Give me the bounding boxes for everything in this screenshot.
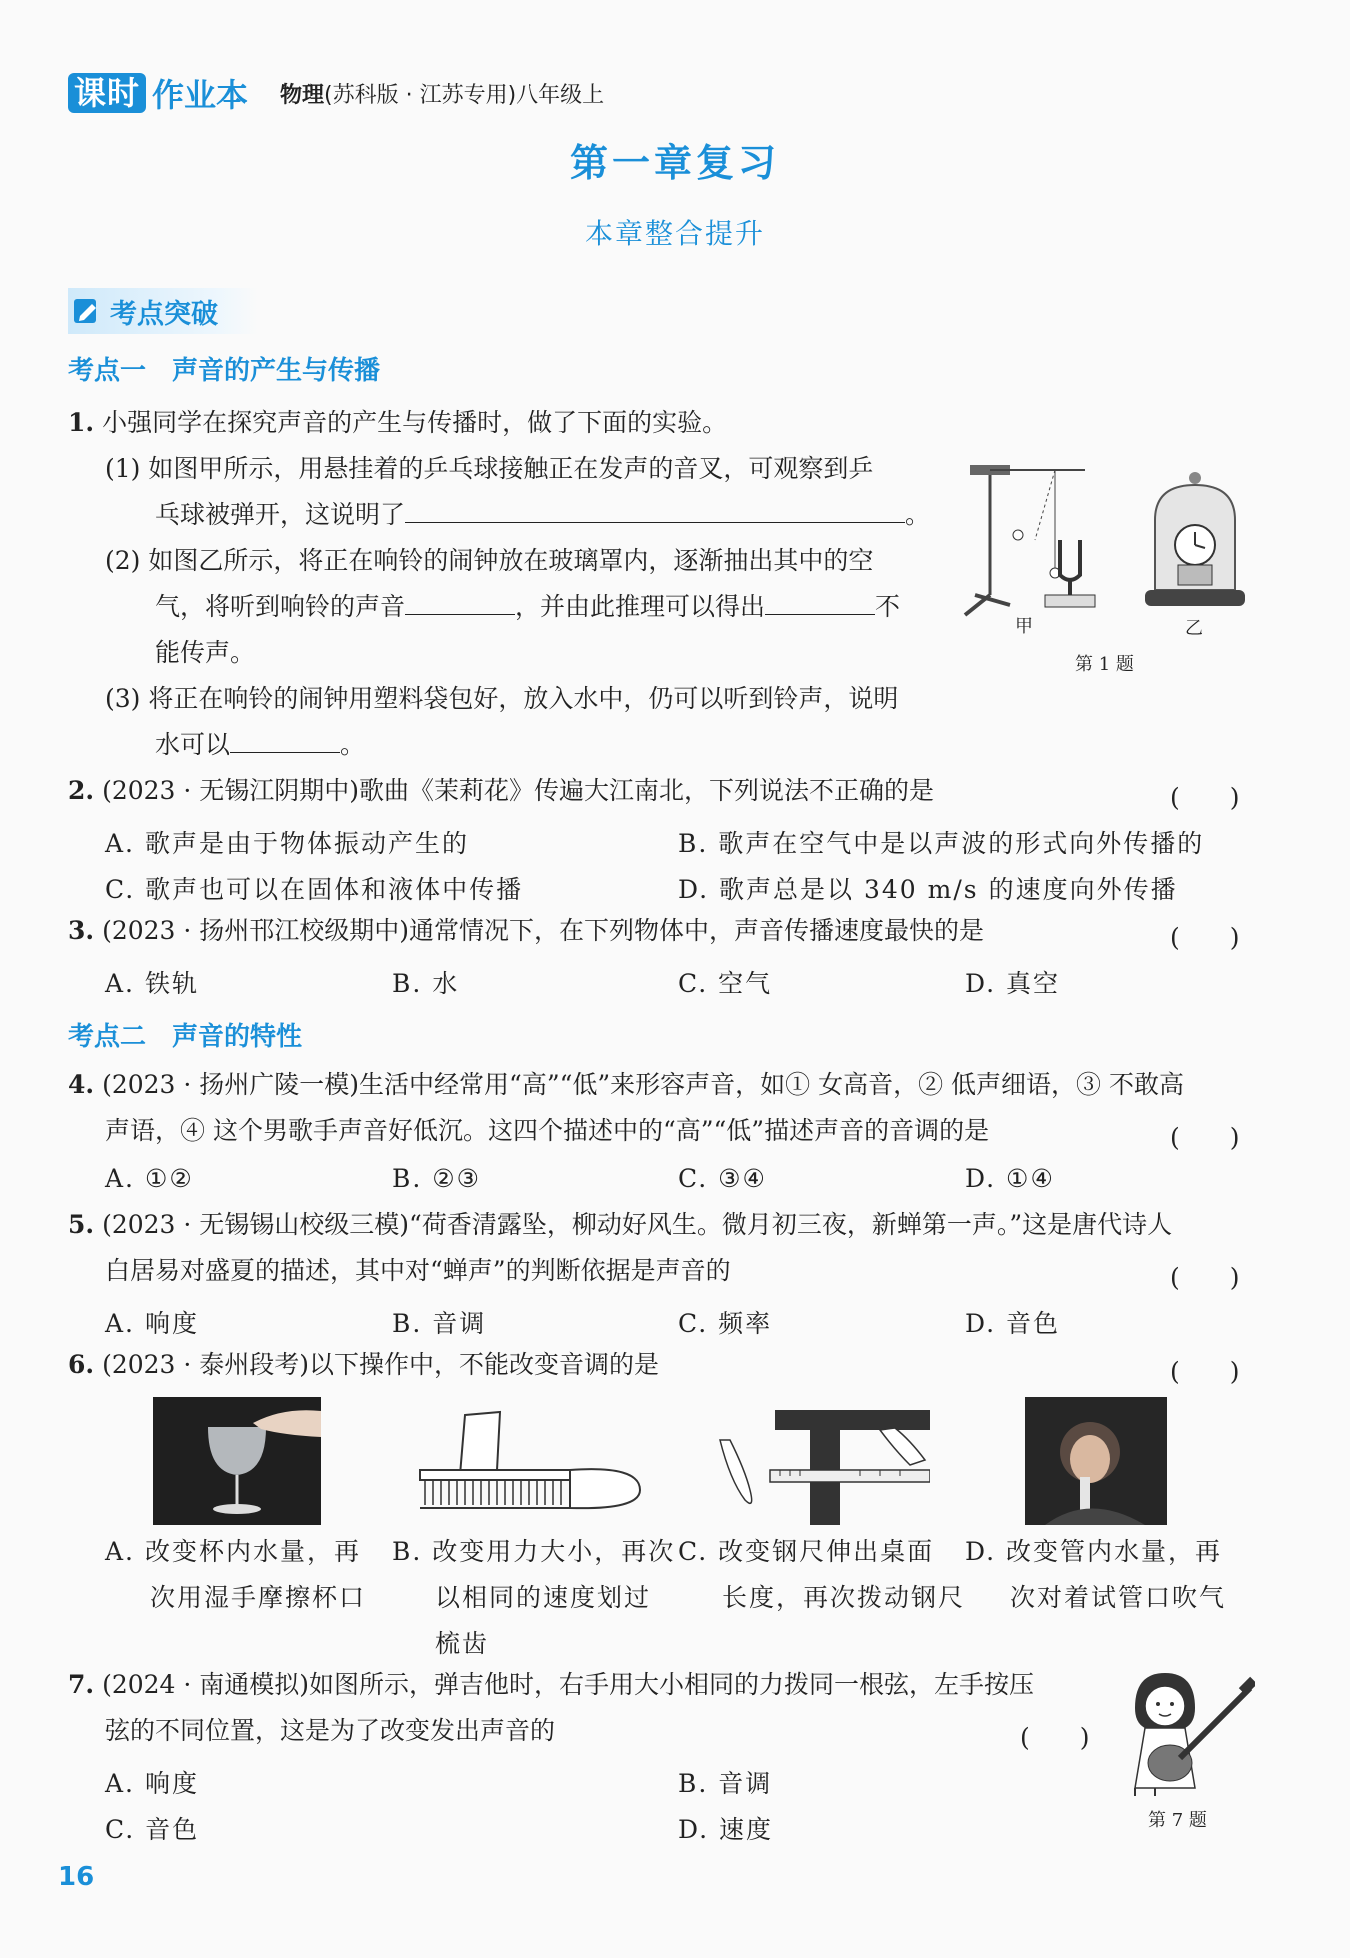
q4-option-c[interactable]: C. ③④ bbox=[678, 1164, 767, 1193]
q7-line1 bbox=[68, 1662, 1034, 1708]
q3-option-b[interactable]: B. 水 bbox=[392, 969, 460, 998]
q6-option-c-line1[interactable]: C. 改变钢尺伸出桌面 bbox=[678, 1537, 935, 1566]
q5-number: 5. bbox=[68, 1210, 95, 1239]
q7-caption: 第 7 题 bbox=[1148, 1810, 1207, 1831]
q1-number: 1. bbox=[68, 408, 95, 437]
girl-blowing-test-tube-photo bbox=[1025, 1397, 1167, 1525]
comb-and-card-figure bbox=[415, 1410, 645, 1525]
chapter-subtitle: 本章整合提升 bbox=[584, 217, 765, 250]
q5-line2: 白居易对盛夏的描述，其中对“蝉声”的判断依据是声音的 bbox=[105, 1256, 731, 1285]
q5-line1 bbox=[68, 1202, 1172, 1248]
subject-name: 物理 bbox=[280, 83, 325, 108]
brand-logo-text: 作业本 bbox=[152, 76, 249, 114]
q2-option-a[interactable]: A. 歌声是由于物体振动产生的 bbox=[105, 829, 469, 858]
q1-part3-text: 水可以 bbox=[155, 730, 231, 759]
q4-line2: 声语，④ 这个男歌手声音好低沉。这四个描述中的“高”“低”描述声音的音调的是 bbox=[105, 1116, 990, 1145]
brand-logo-box: 课时 bbox=[68, 73, 146, 113]
q6-option-d-line1[interactable]: D. 改变管内水量，再 bbox=[965, 1537, 1223, 1566]
q6-option-b-line2: 以相同的速度划过 bbox=[435, 1583, 652, 1612]
page-number: 16 bbox=[58, 1862, 95, 1892]
q1-part3-end: 。 bbox=[340, 730, 366, 759]
q1-part2-text-a: 气，将听到响铃的声音 bbox=[155, 592, 406, 621]
q5-option-a[interactable]: A. 响度 bbox=[105, 1309, 199, 1338]
q1-caption: 第 1 题 bbox=[1075, 654, 1134, 675]
kp1-heading: 考点一 声音的产生与传播 bbox=[68, 356, 381, 386]
q2-option-c[interactable]: C. 歌声也可以在固体和液体中传播 bbox=[105, 875, 524, 904]
q5-option-c[interactable]: C. 频率 bbox=[678, 1309, 773, 1338]
q6-option-b-line1[interactable]: B. 改变用力大小，再次 bbox=[392, 1537, 676, 1566]
steel-ruler-figure bbox=[710, 1410, 930, 1525]
q1-blank-4[interactable] bbox=[230, 730, 340, 753]
girl-playing-guitar-figure bbox=[1115, 1668, 1255, 1798]
q1-part3-line1: (3) 将正在响铃的闹钟用塑料袋包好，放入水中，仍可以听到铃声，说明 bbox=[105, 684, 899, 713]
q2-stem bbox=[68, 768, 934, 814]
q2-answer-paren[interactable]: ( ) bbox=[1170, 783, 1240, 812]
q1-blank-1[interactable] bbox=[405, 500, 905, 523]
q2-option-b[interactable]: B. 歌声在空气中是以声波的形式向外传播的 bbox=[678, 829, 1205, 858]
q5-option-b[interactable]: B. 音调 bbox=[392, 1309, 487, 1338]
q6-option-a-line2: 次用湿手摩擦杯口 bbox=[150, 1583, 367, 1612]
q6-option-c-line2: 长度，再次拨动钢尺 bbox=[722, 1583, 966, 1612]
q1-part2-line2 bbox=[155, 584, 900, 630]
section-badge bbox=[68, 288, 258, 334]
q6-number: 6. bbox=[68, 1350, 95, 1379]
q2-stem-text: (2023 · 无锡江阴期中)歌曲《茉莉花》传遍大江南北，下列说法不正确的是 bbox=[102, 776, 935, 805]
q7-option-c[interactable]: C. 音色 bbox=[105, 1815, 200, 1844]
q3-number: 3. bbox=[68, 916, 95, 945]
q1-stem bbox=[68, 400, 727, 446]
q2-number: 2. bbox=[68, 776, 95, 805]
q6-option-a-line1[interactable]: A. 改变杯内水量，再 bbox=[105, 1537, 361, 1566]
q7-line2: 弦的不同位置，这是为了改变发出声音的 bbox=[105, 1716, 556, 1745]
q1-part2-text-c: 不 bbox=[875, 592, 901, 621]
q1-part1-end: 。 bbox=[905, 500, 931, 529]
tuning-fork-apparatus-figure bbox=[960, 455, 1100, 635]
q3-stem bbox=[68, 908, 984, 954]
q4-option-d[interactable]: D. ①④ bbox=[965, 1164, 1055, 1193]
q3-answer-paren[interactable]: ( ) bbox=[1170, 923, 1240, 952]
edition-info: (苏科版 · 江苏专用)八年级上 bbox=[324, 83, 605, 108]
q7-option-b[interactable]: B. 音调 bbox=[678, 1769, 773, 1798]
q4-answer-paren[interactable]: ( ) bbox=[1170, 1123, 1240, 1152]
q7-answer-paren[interactable]: ( ) bbox=[1020, 1723, 1090, 1752]
q1-blank-2[interactable] bbox=[405, 592, 515, 615]
q1-part1-text: 乓球被弹开，这说明了 bbox=[155, 500, 406, 529]
q1-part2-line3: 能传声。 bbox=[155, 638, 256, 667]
q5-line1-text: (2023 · 无锡锡山校级三模)“荷香清露坠，柳动好风生。微月初三夜，新蝉第一声。”这是唐代诗人 bbox=[102, 1210, 1173, 1239]
q6-stem-text: (2023 · 泰州段考)以下操作中，不能改变音调的是 bbox=[102, 1350, 660, 1379]
q6-stem bbox=[68, 1342, 659, 1388]
q3-option-a[interactable]: A. 铁轨 bbox=[105, 969, 199, 998]
q6-option-d-line2: 次对着试管口吹气 bbox=[1010, 1583, 1227, 1612]
q4-line1-text: (2023 · 扬州广陵一模)生活中经常用“高”“低”来形容声音，如① 女高音，② 低声细语，③ 不敢高 bbox=[102, 1070, 1184, 1099]
q4-option-b[interactable]: B. ②③ bbox=[392, 1164, 482, 1193]
header-subject bbox=[280, 78, 604, 109]
kp2-heading: 考点二 声音的特性 bbox=[68, 1022, 303, 1052]
q1-part1-line2 bbox=[155, 492, 930, 538]
pencil-note-icon bbox=[72, 296, 102, 326]
q3-option-c[interactable]: C. 空气 bbox=[678, 969, 773, 998]
q7-line1-text: (2024 · 南通模拟)如图所示，弹吉他时，右手用大小相同的力拨同一根弦，左手按压 bbox=[102, 1670, 1035, 1699]
section-badge-label: 考点突破 bbox=[110, 298, 218, 330]
q1-blank-3[interactable] bbox=[765, 592, 875, 615]
q1-part2-text-b: ，并由此推理可以得出 bbox=[515, 592, 766, 621]
q3-stem-text: (2023 · 扬州邗江校级期中)通常情况下，在下列物体中，声音传播速度最快的是 bbox=[102, 916, 985, 945]
q5-option-d[interactable]: D. 音色 bbox=[965, 1309, 1061, 1338]
q1-stem-text: 小强同学在探究声音的产生与传播时，做了下面的实验。 bbox=[102, 408, 728, 437]
q2-option-d[interactable]: D. 歌声总是以 340 m/s 的速度向外传播 bbox=[678, 875, 1178, 904]
q1-part2-line1: (2) 如图乙所示，将正在响铃的闹钟放在玻璃罩内，逐渐抽出其中的空 bbox=[105, 546, 874, 575]
q6-option-b-line3: 梳齿 bbox=[435, 1629, 490, 1658]
wine-glass-photo bbox=[153, 1397, 321, 1525]
q7-number: 7. bbox=[68, 1670, 95, 1699]
q6-answer-paren[interactable]: ( ) bbox=[1170, 1357, 1240, 1386]
q7-option-d[interactable]: D. 速度 bbox=[678, 1815, 774, 1844]
q1-part1-line1: (1) 如图甲所示，用悬挂着的乒乓球接触正在发声的音叉，可观察到乒 bbox=[105, 454, 874, 483]
q1-figure-label-jia: 甲 bbox=[1015, 616, 1033, 637]
q4-line1 bbox=[68, 1062, 1184, 1108]
brand-logo bbox=[68, 72, 248, 114]
bell-jar-figure bbox=[1140, 470, 1250, 610]
q5-answer-paren[interactable]: ( ) bbox=[1170, 1263, 1240, 1292]
q4-number: 4. bbox=[68, 1070, 95, 1099]
q1-part3-line2 bbox=[155, 722, 365, 768]
q1-figure-label-yi: 乙 bbox=[1185, 618, 1203, 639]
q4-option-a[interactable]: A. ①② bbox=[105, 1164, 194, 1193]
q7-option-a[interactable]: A. 响度 bbox=[105, 1769, 199, 1798]
chapter-title: 第一章复习 bbox=[569, 141, 780, 185]
q3-option-d[interactable]: D. 真空 bbox=[965, 969, 1061, 998]
